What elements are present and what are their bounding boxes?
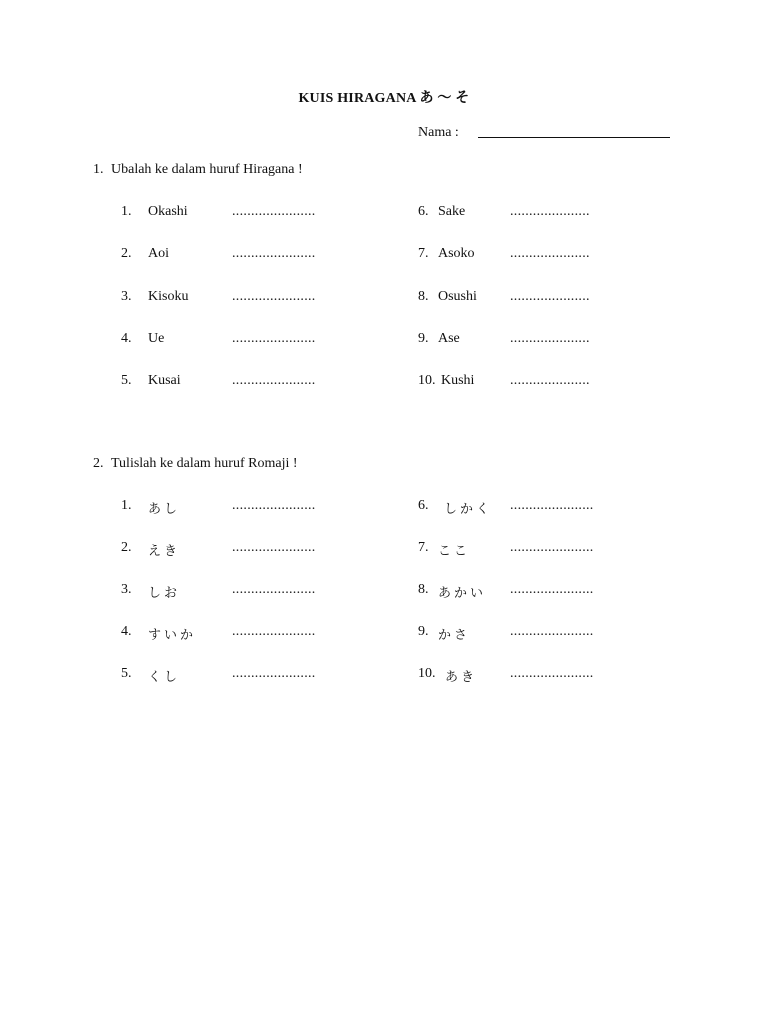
- item-word: Asoko: [438, 246, 475, 261]
- list-item: [418, 289, 658, 309]
- list-item: [418, 582, 658, 602]
- item-number: 8.: [418, 582, 429, 597]
- item-word: えき: [148, 544, 181, 559]
- section-1-title: Ubalah ke dalam huruf Hiragana !: [111, 162, 303, 177]
- item-word: Ase: [438, 331, 460, 346]
- item-number: 1.: [121, 498, 132, 513]
- list-item: [121, 582, 361, 602]
- list-item: [121, 540, 361, 560]
- item-number: 5.: [121, 373, 132, 388]
- list-item: [418, 498, 658, 518]
- item-number: 4.: [121, 331, 132, 346]
- section-2-title: Tulislah ke dalam huruf Romaji !: [111, 456, 298, 471]
- list-item: [418, 246, 658, 266]
- answer-blank[interactable]: ......................: [232, 624, 316, 639]
- answer-blank[interactable]: ......................: [232, 289, 316, 304]
- section-1-number: 1.: [93, 162, 104, 177]
- page-title: KUIS HIRAGANA あ 〜 そ: [298, 91, 470, 106]
- item-word: かさ: [438, 628, 471, 643]
- list-item: [121, 498, 361, 518]
- item-number: 9.: [418, 331, 429, 346]
- answer-blank[interactable]: ......................: [232, 498, 316, 513]
- answer-blank[interactable]: ......................: [510, 540, 594, 555]
- item-number: 9.: [418, 624, 429, 639]
- item-number: 10.: [418, 666, 436, 681]
- answer-blank[interactable]: ......................: [232, 666, 316, 681]
- item-word: Okashi: [148, 204, 188, 219]
- item-word: すいか: [148, 628, 197, 643]
- item-word: Aoi: [148, 246, 169, 261]
- answer-blank[interactable]: .....................: [510, 246, 590, 261]
- item-number: 6.: [418, 204, 429, 219]
- list-item: [121, 666, 361, 686]
- answer-blank[interactable]: ......................: [510, 582, 594, 597]
- item-number: 2.: [121, 540, 132, 555]
- item-number: 6.: [418, 498, 429, 513]
- item-number: 7.: [418, 540, 429, 555]
- item-number: 4.: [121, 624, 132, 639]
- list-item: [121, 246, 361, 266]
- item-word: ここ: [438, 544, 471, 559]
- list-item: [418, 373, 658, 393]
- name-line[interactable]: [478, 137, 670, 138]
- section-1-heading: [93, 162, 303, 178]
- item-number: 3.: [121, 289, 132, 304]
- answer-blank[interactable]: ......................: [232, 246, 316, 261]
- name-label: Nama :: [418, 125, 459, 140]
- item-number: 3.: [121, 582, 132, 597]
- item-word: Osushi: [438, 289, 477, 304]
- answer-blank[interactable]: .....................: [510, 331, 590, 346]
- answer-blank[interactable]: ......................: [232, 331, 316, 346]
- item-number: 2.: [121, 246, 132, 261]
- item-word: あし: [148, 502, 181, 517]
- item-number: 5.: [121, 666, 132, 681]
- list-item: [121, 204, 361, 224]
- answer-blank[interactable]: ......................: [510, 624, 594, 639]
- item-word: Kisoku: [148, 289, 189, 304]
- name-field: [418, 125, 678, 145]
- answer-blank[interactable]: ......................: [232, 204, 316, 219]
- list-item: [418, 331, 658, 351]
- list-item: [121, 373, 361, 393]
- list-item: [121, 331, 361, 351]
- answer-blank[interactable]: .....................: [510, 373, 590, 388]
- item-word: Sake: [438, 204, 466, 219]
- list-item: [121, 624, 361, 644]
- section-2-heading: [93, 456, 298, 472]
- item-number: 7.: [418, 246, 429, 261]
- section-2-number: 2.: [93, 456, 104, 471]
- item-number: 10.: [418, 373, 436, 388]
- item-word: あき: [445, 670, 478, 685]
- list-item: [418, 666, 658, 686]
- answer-blank[interactable]: .....................: [510, 289, 590, 304]
- list-item: [418, 540, 658, 560]
- answer-blank[interactable]: ......................: [232, 373, 316, 388]
- answer-blank[interactable]: .....................: [510, 204, 590, 219]
- item-word: Kushi: [441, 373, 475, 388]
- item-number: 1.: [121, 204, 132, 219]
- list-item: [418, 204, 658, 224]
- list-item: [418, 624, 658, 644]
- item-number: 8.: [418, 289, 429, 304]
- answer-blank[interactable]: ......................: [232, 582, 316, 597]
- answer-blank[interactable]: ......................: [510, 666, 594, 681]
- item-word: Kusai: [148, 373, 181, 388]
- list-item: [121, 289, 361, 309]
- answer-blank[interactable]: ......................: [232, 540, 316, 555]
- item-word: しかく: [444, 502, 493, 517]
- item-word: しお: [148, 586, 181, 601]
- item-word: Ue: [148, 331, 165, 346]
- answer-blank[interactable]: ......................: [510, 498, 594, 513]
- item-word: くし: [148, 670, 181, 685]
- item-word: あかい: [438, 586, 487, 601]
